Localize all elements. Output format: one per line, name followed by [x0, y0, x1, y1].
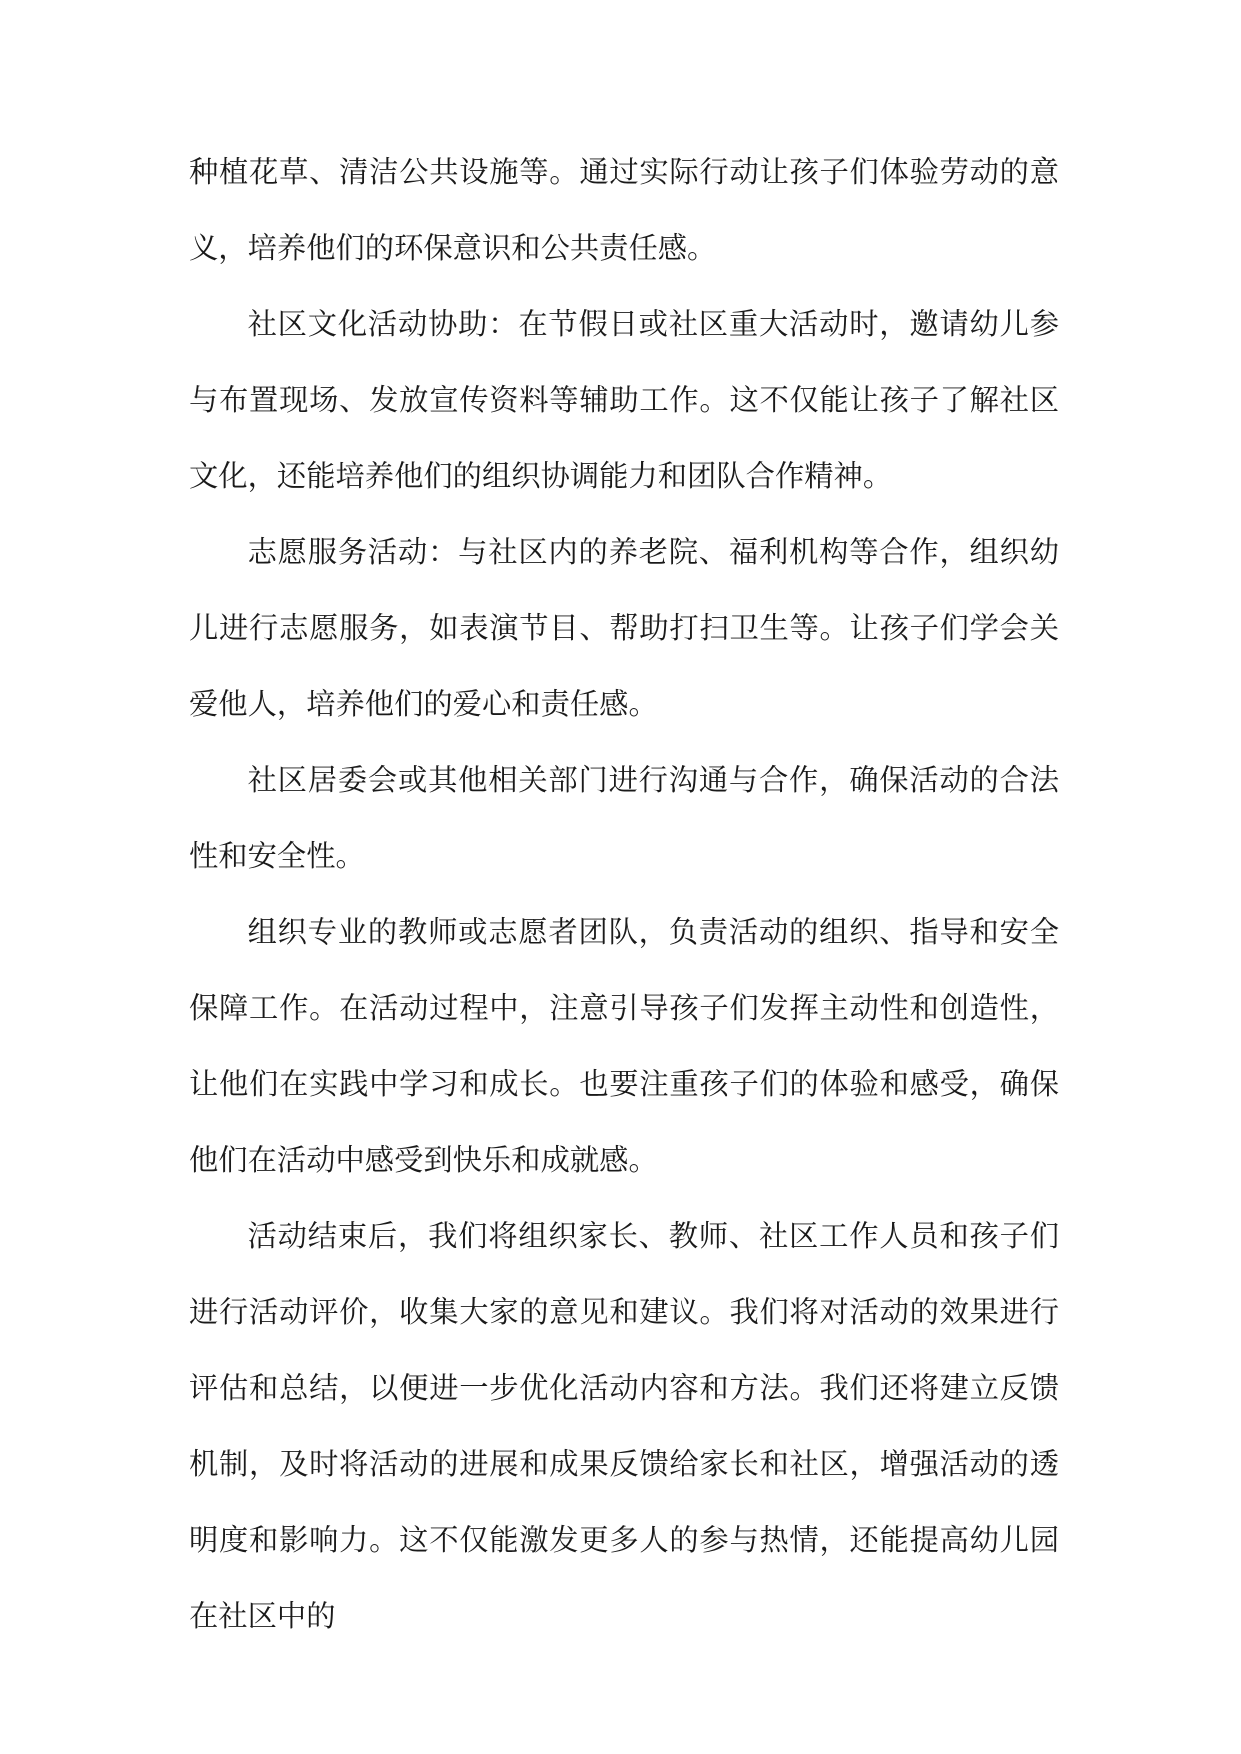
- paragraph-cooperation: 社区居委会或其他相关部门进行沟通与合作，确保活动的合法性和安全性。: [189, 763, 1059, 873]
- paragraph-volunteer-service: 志愿服务活动：与社区内的养老院、福利机构等合作，组织幼儿进行志愿服务，如表演节目、帮助打扫卫生等。让孩子们学会关爱他人，培养他们的爱心和责任感。: [189, 535, 1059, 721]
- paragraph-continued: 种植花草、清洁公共设施等。通过实际行动让孩子们体验劳动的意义，培养他们的环保意识和公共责任感。: [189, 155, 1059, 265]
- paragraph-team: 组织专业的教师或志愿者团队，负责活动的组织、指导和安全保障工作。在活动过程中，注意引导孩子们发挥主动性和创造性，让他们在实践中学习和成长。也要注重孩子们的体验和感受，确保他们在活动中感受到快乐和成就感。: [189, 915, 1059, 1177]
- paragraph-community-culture: 社区文化活动协助：在节假日或社区重大活动时，邀请幼儿参与布置现场、发放宣传资料等辅助工作。这不仅能让孩子了解社区文化，还能培养他们的组织协调能力和团队合作精神。: [189, 307, 1059, 493]
- document-body: [189, 134, 1059, 1654]
- paragraph-evaluation: 活动结束后，我们将组织家长、教师、社区工作人员和孩子们进行活动评价，收集大家的意见和建议。我们将对活动的效果进行评估和总结，以便进一步优化活动内容和方法。我们还将建立反馈机制，及时将活动的进展和成果反馈给家长和社区，增强活动的透明度和影响力。这不仅能激发更多人的参与热情，还能提高幼儿园在社区中的: [189, 1219, 1059, 1633]
